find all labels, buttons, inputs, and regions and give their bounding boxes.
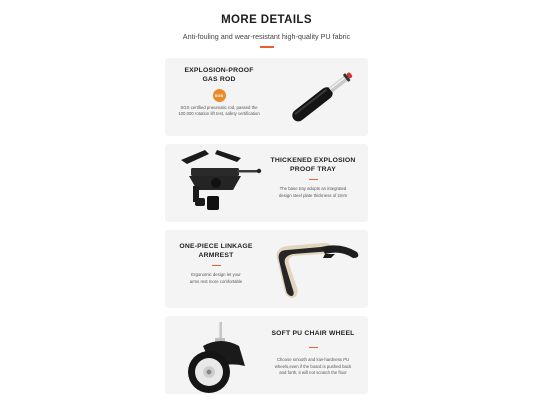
feature-title-line: ARMREST bbox=[198, 252, 234, 259]
chair-wheel-icon bbox=[169, 316, 265, 394]
feature-title bbox=[265, 156, 361, 174]
feature-title-line: PROOF TRAY bbox=[290, 166, 336, 173]
feature-title bbox=[265, 329, 361, 338]
feature-text bbox=[171, 66, 267, 118]
feature-text bbox=[265, 156, 361, 199]
feature-description bbox=[265, 357, 361, 376]
feature-description-line: The base tray adopts an integrated bbox=[279, 186, 347, 192]
page-title: MORE DETAILS bbox=[221, 14, 312, 26]
section-header bbox=[0, 14, 533, 48]
feature-accent-line bbox=[309, 347, 318, 348]
feature-accent-line bbox=[212, 265, 221, 266]
feature-description-line: Ergonomic design let your bbox=[191, 272, 241, 278]
feature-title bbox=[171, 242, 261, 260]
feature-title bbox=[171, 66, 267, 84]
feature-description bbox=[171, 272, 261, 285]
feature-description-line: arms rest more comfortable bbox=[189, 278, 243, 284]
feature-text bbox=[265, 329, 361, 376]
feature-description bbox=[171, 105, 267, 118]
feature-text bbox=[171, 242, 261, 285]
feature-description-line: SGS certified pneumatic rod, passed the bbox=[180, 105, 258, 110]
feature-description-line: wheels,even if the board is pushed back bbox=[274, 363, 352, 369]
armrest-icon bbox=[269, 232, 365, 306]
feature-card-gas-rod bbox=[165, 58, 368, 136]
feature-card-armrest bbox=[165, 230, 368, 308]
feature-title-line: ONE-PIECE LINKAGE bbox=[179, 243, 253, 250]
feature-title-line: EXPLOSION-PROOF bbox=[184, 67, 254, 74]
feature-description-line: Choose smooth and low-hardness PU bbox=[276, 357, 350, 363]
title-accent-line bbox=[260, 46, 274, 48]
sgs-badge-icon: SGS bbox=[213, 89, 226, 102]
feature-card-wheel bbox=[165, 316, 368, 394]
feature-description bbox=[265, 186, 361, 199]
feature-title-line: THICKENED EXPLOSION bbox=[270, 157, 356, 164]
tray-mechanism-icon bbox=[167, 146, 263, 220]
gas-rod-icon bbox=[273, 62, 363, 132]
feature-description-line: and forth, it will not scratch the floor bbox=[279, 370, 347, 375]
feature-accent-line bbox=[309, 179, 318, 180]
feature-card-tray bbox=[165, 144, 368, 222]
feature-title-line: GAS ROD bbox=[202, 76, 236, 83]
page-subtitle: Anti-fouling and wear-resistant high-quality PU fabric bbox=[182, 32, 351, 41]
feature-title-line: SOFT PU CHAIR WHEEL bbox=[271, 330, 355, 337]
feature-description-line: design steel plate thickness of 2mm bbox=[278, 192, 348, 198]
feature-description-line: 100,000 rotation lift test, safety certification bbox=[178, 111, 260, 117]
